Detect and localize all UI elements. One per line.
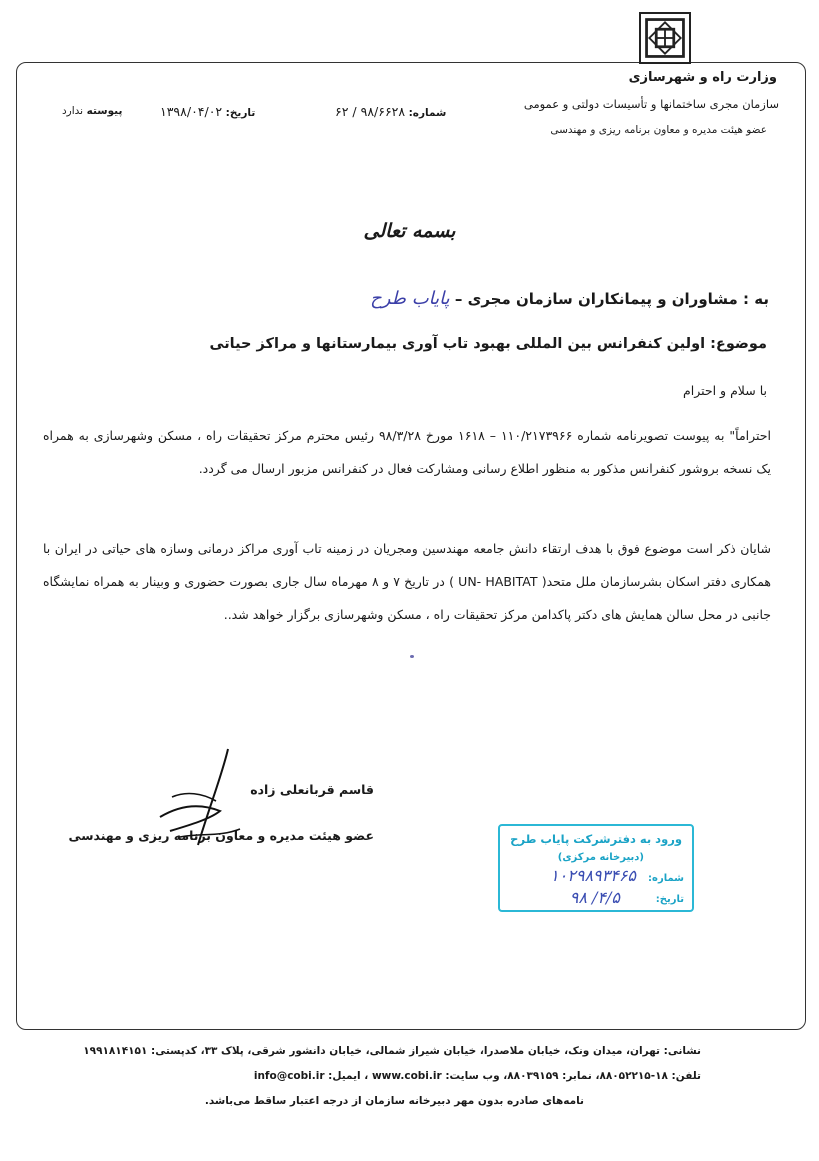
letter-number-label: شماره: [408, 107, 447, 119]
body-paragraph-2: شایان ذکر است موضوع فوق با هدف ارتقاء دانش جامعه مهندسین ومجریان در زمینه تاب آوری مراکز درمانی وسازه های حیاتی در ایران با همکاری دفتر اسکان بشرسازمان ملل متحد( UN- HABITAT ) در تاریخ ۷ و ۸ مهرماه سال جاری بصورت حضوری و وبینار به همراه نمایشگاه جانبی در محل سالن همایش های دکتر پاکدامن مرکز تحقیقات راه ، مسکن وشهرسازی برگزار خواهد شد.. [43, 541, 772, 622]
recipient-handwritten: پایاب طرح [370, 288, 450, 309]
received-stamp [498, 824, 694, 912]
bismillah-heading: بسمه تعالی [363, 220, 456, 242]
stamp-date-value: ۹۸ /۴/۵ [569, 888, 620, 907]
sender-department: عضو هیئت مدیره و معاون برنامه ریزی و مهندسی [550, 124, 767, 136]
stamp-number-value: ۱۰۲۹۸۹۳۴۶۵ [550, 866, 636, 885]
letter-number-value: ۹۸/۶۶۲۸ / ۶۲ [335, 104, 406, 119]
ministry-name: وزارت راه و شهرسازی [628, 70, 777, 85]
letter-date-label: تاریخ: [225, 107, 256, 119]
ink-mark [410, 655, 414, 658]
footer-note: نامه‌های صادره بدون مهر دبیرخانه سازمان از درجه اعتبار ساقط می‌باشد. [204, 1095, 584, 1107]
recipient-line [370, 288, 769, 309]
footer-contact: تلفن: ۱۸-۸۸۰۵۲۲۱۵، نمابر: ۸۸۰۳۹۱۵۹، وب سایت: www.cobi.ir ، ایمیل: info@cobi.ir [253, 1070, 701, 1082]
letter-attachment [62, 104, 122, 117]
footer-address: نشانی: تهران، میدان ونک، خیابان ملاصدرا، خیابان شیراز شمالی، خیابان دانشور شرقی، پلاک ۳۳، کدپستی: ۱۹۹۱۸۱۴۱۵۱ [83, 1045, 701, 1057]
stamp-date-label: تاریخ: [655, 894, 684, 905]
stamp-number-label: شماره: [648, 873, 684, 884]
logo-emblem-icon [641, 14, 689, 62]
handwritten-signature [150, 745, 260, 855]
signer-title: عضو هیئت مدیره و معاون برنامه ریزی و مهندسی [68, 828, 374, 843]
greeting: با سلام و احترام [683, 383, 767, 398]
ministry-logo [639, 12, 691, 64]
signer-name: قاسم قربانعلی زاده [250, 782, 374, 797]
letter-date-value: ۱۳۹۸/۰۴/۰۲ [160, 104, 223, 119]
organization-name: سازمان مجری ساختمانها و تأسیسات دولتی و عمومی [523, 97, 779, 111]
letter-number [335, 104, 446, 119]
stamp-subtitle: (دبیرخانه مرکزی) [557, 852, 644, 863]
attachment-label: پیوسته [86, 105, 123, 117]
recipient-text: به : مشاوران و پیمانکاران سازمان مجری – [454, 290, 769, 308]
letter-subject: موضوع: اولین کنفرانس بین المللی بهبود تاب آوری بیمارستانها و مراکز حیاتی [209, 336, 767, 352]
stamp-title: ورود به دفترشرکت پایاب طرح [510, 832, 682, 846]
body-paragraph-1: احتراماً" به پیوست تصویرنامه شماره ۱۱۰/۲۱۷۳۹۶۶ – ۱۶۱۸ مورخ ۹۸/۳/۲۸ رئیس محترم مرکز تحقیقات راه ، مسکن وشهرسازی به همراه یک نسخه بروشور کنفرانس مذکور به منظور اطلاع رسانی ومشارکت فعال در کنفرانس مزبور ارسال می گردد. [43, 428, 771, 476]
letter-date [160, 104, 255, 119]
attachment-value: ندارد [62, 105, 84, 117]
